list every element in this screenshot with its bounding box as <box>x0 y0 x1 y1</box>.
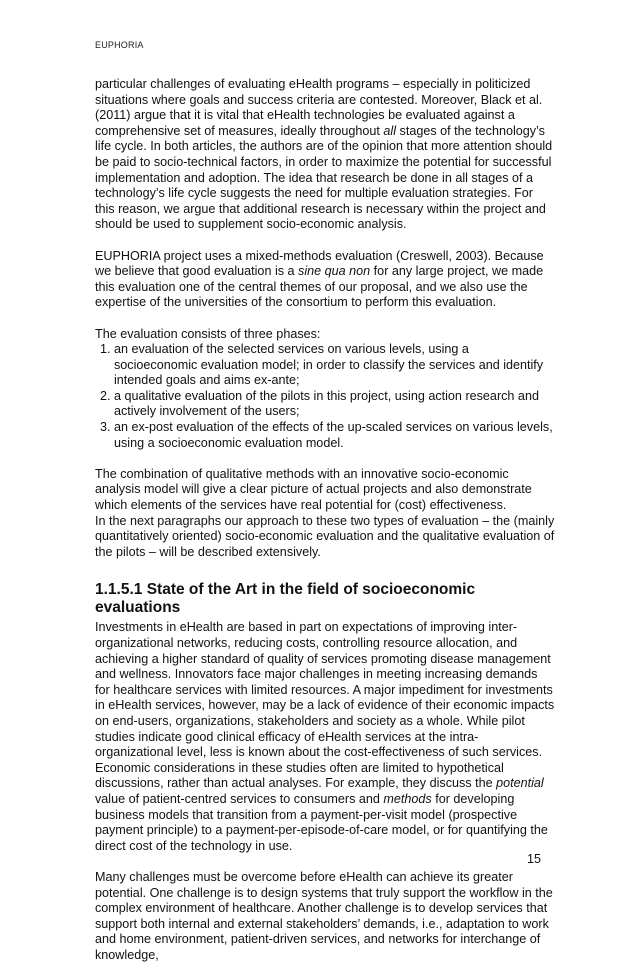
phases-intro: The evaluation consists of three phases: <box>95 326 321 341</box>
paragraph-investments <box>95 620 555 854</box>
emphasis: sine qua non <box>298 264 371 279</box>
paragraph-challenges-ahead: Many challenges must be overcome before eHealth can achieve its greater potential. One challenge is to design systems that truly support the workflow in the complex environment of healthcare. Another challenge is to develop services that support both internal and external stakeholders’ demands, i.e., adaptation to work and home environment, patient-driven services, and networks for interchange of knowledge, <box>95 869 553 962</box>
evaluation-phases <box>95 327 555 452</box>
list-item: 3. an ex-post evaluation of the effects of the up-scaled services on various levels, using a socioeconomic evaluation model. <box>114 420 555 451</box>
running-header: EUPHORIA <box>95 40 144 50</box>
paragraph-challenges <box>95 77 555 233</box>
emphasis: methods <box>383 791 432 806</box>
section-heading: 1.1.5.1 State of the Art in the field of socioeconomic evaluations <box>95 581 476 617</box>
emphasis: all <box>383 123 397 138</box>
text-run: In the next paragraphs our approach to these two types of evaluation – the (mainly quantitatively oriented) socio-economic evaluation and the qualitative evaluation of the pilots – will be described extensively. <box>95 513 555 559</box>
text-run: value of patient-centred services to consumers and <box>95 791 384 806</box>
text-run: for any large project, we made this evaluation one of the central themes of our proposal, and we also use the expertise of the universities of the consortium to perform this evaluation. <box>95 264 544 310</box>
text-run: Investments in eHealth are based in part on expectations of improving inter-organizational networks, reducing costs, controlling resource allocation, and achieving a higher standard of quality of services promoting disease management and wellness. Innovators face major challenges in meeting increasing demands for healthcare services with limited resources. A major impediment for investments in eHealth services, however, may be a lack of evidence of their economic impacts on end-users, organizations, stakeholders and society as a whole. While pilot studies indicate good clinical efficacy of eHealth services at the intra-organizational level, less is known about the cost-effectiveness of such services. Economic considerations in these studies often are limited to hypothetical discussions, rather than actual analyses. For example, they discuss the <box>95 620 555 791</box>
text-run: for developing business models that transition from a payment-per-visit model (prospective payment principle) to a payment-per-episode-of-care model, or for quantifying the direct cost of the technology in use. <box>95 791 548 853</box>
list-item: 1. an evaluation of the selected services on various levels, using a socioeconomic evaluation model; in order to classify the services and identify intended goals and aims ex-ante; <box>114 342 555 389</box>
emphasis: potential <box>496 776 544 791</box>
paragraph-combination <box>95 467 555 561</box>
text-run: The combination of qualitative methods with an innovative socio-economic analysis model will give a clear picture of actual projects and also demonstrate which elements of the services have real potential for (cost) effectiveness. <box>95 466 532 513</box>
phases-list <box>95 342 555 451</box>
text-run: particular challenges of evaluating eHealth programs – especially in politicized situations where goals and success criteria are contested. Moreover, Black et al. (2011) argue that it is vital that eHealth technologies be evaluated against a comprehensive set of measures, ideally throughout <box>95 77 543 138</box>
text-run: EUPHORIA project uses a mixed-methods evaluation (Creswell, 2003). Because we believe that good evaluation is a <box>95 248 544 279</box>
paragraph-mixed-methods <box>95 249 555 311</box>
list-item: 2. a qualitative evaluation of the pilots in this project, using action research and actively involvement of the users; <box>114 389 555 420</box>
page-number: 15 <box>527 852 542 866</box>
body-text <box>95 77 555 979</box>
text-run: stages of the technology’s life cycle. In both articles, the authors are of the opinion that more attention should be paid to socio-technical factors, in order to maximize the potential for successful implementation and adoption. The idea that research be done in all stages of a technology’s life cycle suggests the need for multiple evaluation strategies. For this reason, we argue that additional research is necessary within the project and should be used to supplement socio-economic analysis. <box>95 123 553 232</box>
